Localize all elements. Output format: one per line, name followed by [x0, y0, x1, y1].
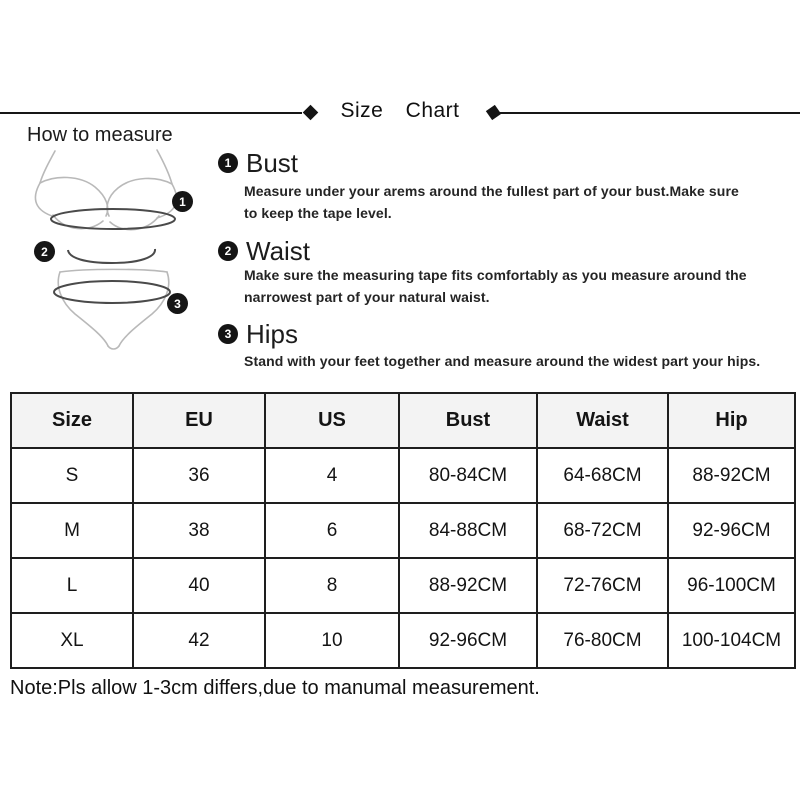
step-waist-description — [218, 264, 798, 308]
step-number-badge: 3 — [218, 324, 238, 344]
table-cell: 80-84CM — [399, 448, 537, 503]
table-row — [11, 503, 795, 558]
table-cell: L — [11, 558, 133, 613]
table-cell: 68-72CM — [537, 503, 668, 558]
step-bust-description — [218, 180, 798, 224]
step-line: Stand with your feet together and measure around the widest part your hips. — [244, 353, 761, 369]
title-rule-right — [500, 112, 800, 114]
table-header-cell: Size — [11, 393, 133, 448]
table-cell: XL — [11, 613, 133, 668]
size-table — [10, 392, 796, 669]
figure-marker-bust — [172, 191, 193, 212]
table-cell: 4 — [265, 448, 399, 503]
diamond-right-icon — [486, 105, 501, 120]
table-cell: 92-96CM — [399, 613, 537, 668]
step-label: Bust — [246, 147, 299, 178]
table-row — [11, 613, 795, 668]
table-header-cell: Hip — [668, 393, 795, 448]
step-line: Make sure the measuring tape fits comfortably as you measure around the — [244, 267, 747, 283]
table-cell: 40 — [133, 558, 265, 613]
table-header-cell: Waist — [537, 393, 668, 448]
step-hips-description — [218, 350, 798, 372]
step-bust-heading — [218, 148, 798, 178]
table-row — [11, 448, 795, 503]
step-hips-heading — [218, 319, 798, 349]
step-number-badge: 2 — [218, 241, 238, 261]
table-cell: 84-88CM — [399, 503, 537, 558]
figure-marker-hips — [167, 293, 188, 314]
step-label: Hips — [246, 318, 299, 349]
step-number-badge: 1 — [218, 153, 238, 173]
title-rule-left — [0, 112, 302, 114]
step-line: to keep the tape level. — [244, 205, 392, 221]
table-header-cell: EU — [133, 393, 265, 448]
table-cell: 92-96CM — [668, 503, 795, 558]
figure-marker-number: 1 — [179, 194, 186, 209]
step-line: narrowest part of your natural waist. — [244, 289, 490, 305]
table-cell: 36 — [133, 448, 265, 503]
table-cell: 64-68CM — [537, 448, 668, 503]
step-bust — [218, 148, 798, 224]
note-text: Note:Pls allow 1-3cm differs,due to manumal measurement. — [10, 677, 540, 699]
diamond-left-icon — [303, 105, 319, 121]
page-title: Size Chart — [340, 99, 460, 122]
table-cell: 76-80CM — [537, 613, 668, 668]
step-waist — [218, 236, 798, 308]
figure-marker-number: 2 — [41, 244, 48, 259]
table-cell: 38 — [133, 503, 265, 558]
step-hips — [218, 319, 798, 372]
table-cell: 10 — [265, 613, 399, 668]
table-cell: 72-76CM — [537, 558, 668, 613]
table-cell: 96-100CM — [668, 558, 795, 613]
table-cell: 88-92CM — [668, 448, 795, 503]
table-header-row — [11, 393, 795, 448]
table-cell: M — [11, 503, 133, 558]
step-waist-heading — [218, 236, 798, 266]
figure-marker-number: 3 — [174, 296, 181, 311]
table-cell: 8 — [265, 558, 399, 613]
table-header-cell: Bust — [399, 393, 537, 448]
table-cell: 42 — [133, 613, 265, 668]
table-cell: 88-92CM — [399, 558, 537, 613]
table-row — [11, 558, 795, 613]
measuring-instructions — [218, 145, 798, 385]
table-cell: S — [11, 448, 133, 503]
figure-marker-waist — [34, 241, 55, 262]
step-line: Measure under your arems around the fullest part of your bust.Make sure — [244, 183, 739, 199]
step-label: Waist — [246, 235, 311, 266]
table-cell: 100-104CM — [668, 613, 795, 668]
how-to-measure-heading: How to measure — [27, 124, 173, 146]
measurement-figure — [25, 146, 220, 358]
table-cell: 6 — [265, 503, 399, 558]
table-header-cell: US — [265, 393, 399, 448]
